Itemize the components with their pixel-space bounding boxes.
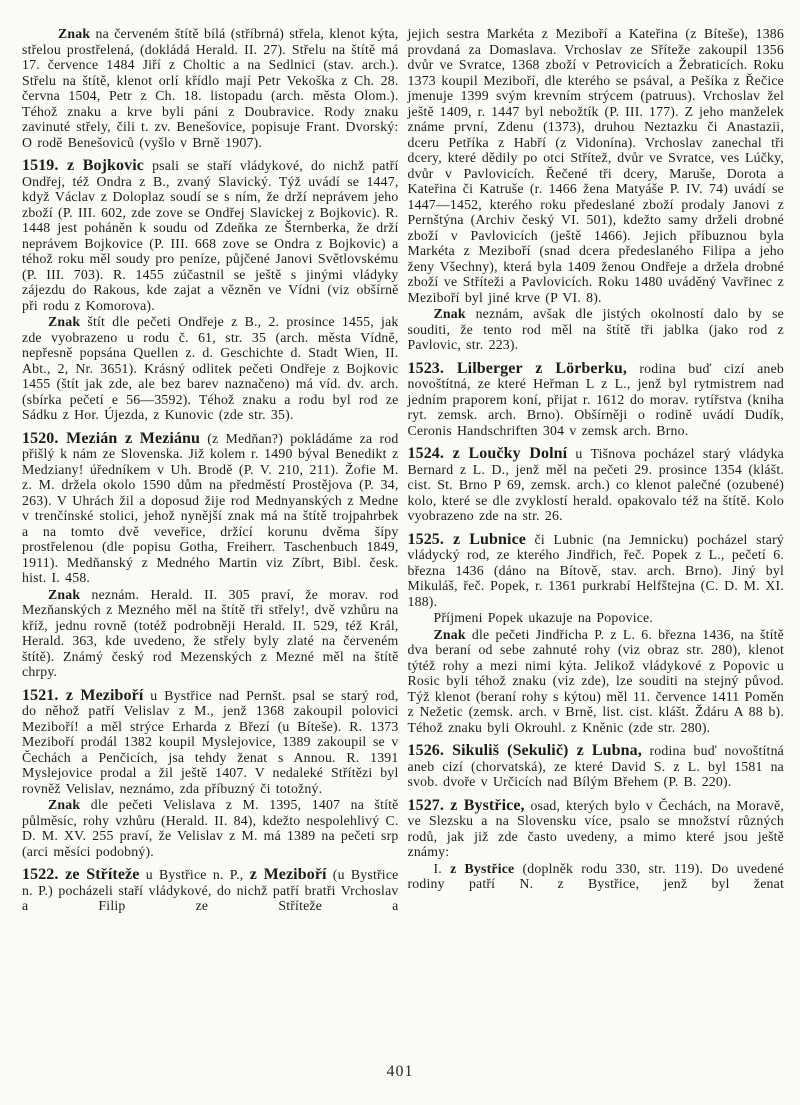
text-run: (z Medňan?) pokládáme za rod přišlý k nám ze Slovenska. Již kolem r. 1490 býval Benedikt z Medziany! úředníkem v Uh. Brodě (P. V. 210, 211). Žofie M. z. M. držela okolo 1590 dům na předměstí Prostějova (P. 34, 263). V Uhrách žil a doposud žije rod Mednyanských z Medne v trenčínské stolici, jehož nynější znak má na štítě trojpahrbek a na tomto dvě veveřice, držící korunu dvěma šípy prostřelenou (dle popisu Gotha, Freiherr. Taschenbuch 1849, 1911). Medňanský z Medného Martin viz Zíbrt, Bibl. česk. hist. I. 458.	[22, 430, 399, 585]
entry-1519-bojkovic	[22, 158, 399, 313]
entry-1526-sikulis	[408, 743, 785, 790]
right-column	[408, 26, 785, 914]
text-run: či Lubnic (na Jemnicku) pocházel starý vládycký rod, ze kterého Jindřich, řeč. Popek z L., pečetí 6. března 1436 (dáno na Bítově, stav. arch. Brno). Jiný byl Mikuláš, řeč. Popek, r. 1361 purkrabí Helfštejna (C. D. M. XI. 188).	[407, 531, 784, 609]
page-number: 401	[386, 1063, 414, 1080]
text-run: I.	[433, 860, 451, 876]
text-run: jejich sestra Markéta z Meziboří a Kateřina (z Bíteše), 1386 provdaná za Domaslava. Vrchoslav ze Sříteže zakoupil 1356 dvůr ve Svratce, 1368 zboží v Petrovicích a Žebraticích. Roku 1373 koupil Meziboří, dle kterého se psával, a Pešíka z Řečice jmenuje 1399 svým krevním strýcem (patruus). Vrchoslav žel ještě 1409, r. 1447 byl nebožtík (P. III. 177). Z jeho manželek známe první, Zdenu (1373), druhou Neztazku či Anastazii, dceru Petříka z Habří (z Vidonína). Vrchoslav zanechal tři dcery, které dědily po otci Střítež, dvůr ve Svratce, ves Lúčky, dvůr v Pavlovicích. Řečené tři dcery, Maruše, Dorota a Kateřina či Katruše (r. 1466 žena Matyáše P. IV. 74) uvádí se 1447—1452, kterého roku předeslané zboží prodaly Janovi z Pernštýna (Archiv český VI. 501), kdežto samy drželi drobné zboží v Pavlovicích (ještě 1466). Jejich příbuznou byla Markéta z Meziboří (snad dcera předeslaného Filipa a jeho ženy Všechny), která byla 1409 ženou Ondřeje a držela drobné zboží ve Stříteži a Pavlovicích. Roku 1480 uváděný Vavřinec z Meziboří byl jiné krve (P VI. 8).	[407, 26, 784, 305]
left-column	[22, 26, 399, 914]
bold-run: z Bystřice	[450, 860, 515, 876]
entry-heading: 1519. z Bojkovic	[22, 157, 144, 174]
entry-heading: 1523. Lilberger z Lörberku,	[407, 359, 627, 377]
entry-1524-loucky-dolni	[408, 446, 785, 524]
text-run: u Tišnova pocházel starý vládyka Bernard z L. D., jenž měl na pečeti 29. prosince 1354 (klášt. cist. St. Brno P 69, zemsk. arch.) co klenot palečné (ozubené) kolo, které se dle zvyklostí herald. opakovalo též na štítě. Kolo vyobrazeno zde na str. 26.	[407, 446, 784, 523]
entry-heading: z Meziboří	[249, 866, 327, 883]
text-run: u Bystřice nad Pernšt. psal se starý rod, do něhož patří Velislav z M., jenž 1368 zakoupil polovici Meziboří! a měl strýce Erharda z Březí (u Bíteše). R. 1373 Meziboří prodál 1382 koupil Myslejovice, 1389 zakoupil se v Čechách a Penčicích, jsa tehdy ženat s Annou. R. 1391 Myslejovice prodal a žil ještě 1407. V nedaleké Střítězi byl rovněž Velislav, neznámo, zda příbuzný či totožný.	[22, 687, 399, 796]
entry-heading: 1524. z Loučky Dolní	[407, 445, 568, 462]
znak-paragraph-1525	[408, 627, 785, 736]
znak-paragraph-1521	[22, 797, 399, 859]
text-run: osad, kterých bylo v Čechách, na Moravě, ve Slezsku a na Slovensku více, psalo se množství různých rodů, jak již zde často uvedeny, a mimo které jsou ještě známy:	[407, 797, 785, 859]
entry-heading: 1526. Sikuliš (Sekulič) z Lubna,	[407, 742, 642, 759]
bold-run: Znak	[433, 626, 466, 642]
text-run: Příjmeni Popek ukazuje na Popovice.	[433, 610, 654, 625]
bold-run: Znak	[48, 797, 81, 812]
text-run: neznám, avšak dle jistých okolností dalo by se souditi, že tento rod měl na štítě tři jablka (jako rod z Pavlovic, str. 223).	[407, 306, 784, 352]
text-run: rodina buď novoštítná aneb cizí (chorvatská), ze které David S. z L. byl 1581 na svob. dvoře v Určicích nad Bílým Břehem (P. B. 220).	[407, 743, 784, 789]
bold-run: Znak	[48, 314, 81, 329]
entry-heading: 1520. Mezián z Meziánu	[22, 429, 201, 447]
entry-1520-mezian	[22, 431, 399, 586]
entry-heading: 1521. z Meziboří	[22, 686, 144, 704]
bystrice-sub-entry-I	[408, 861, 785, 892]
prijmeni-note	[408, 610, 785, 626]
znak-paragraph-1519	[22, 314, 399, 423]
text-run: dle pečeti Jindřicha P. z L. 6. března 1436, na štítě dva beraní od sebe zahnuté rohy (viz obraz str. 280), klenot týtéž rohy a mezi nimi kýta. Jelikož vládykové z Popovic u Rosic byli téhož znaku (viz zde), lze souditi na stejný původ. Týž klenot (beraní rohy s kýtou) měl 11. července 1411 Poměn z Nežetic (zemsk. arch. v Brně, list. cist. klášt. Ždáru A 88 b). Téhož znaku byli Okrouhl. z Kněnic (zde str. 280).	[407, 626, 784, 735]
entry-heading: 1522. ze Stříteže	[22, 866, 140, 883]
znak-paragraph-1520	[22, 587, 399, 680]
bold-run: Znak	[48, 586, 81, 602]
text-run: štít dle pečeti Ondřeje z B., 2. prosince 1455, jak zde vyobrazeno u rodu č. 61, str. 35 (arch. města Vídně, nepřesně popsána Quellen z. d. Geschichte d. Stadt Wien, II. Abt., 2, Nr. 3651). Krásný odlitek pečeti Ondřeje z Bojkovic 1455 (štít jak zde, ale bez barev naznačeno) má víd. dv. arch. (sbírka pečetí e 56—3592). Téhož znaku a rodu byl rod ze Sádku z Hor. Újezda, z Kunovic (zde str. 35).	[22, 314, 399, 422]
entry-1527-bystrice	[408, 798, 785, 860]
entry-heading: 1525. z Lubnice	[407, 530, 526, 548]
text-run: u Bystřice n. P.,	[139, 867, 250, 882]
entry-1522-continuation	[408, 26, 785, 305]
bold-run: Znak	[58, 26, 91, 41]
entry-heading: 1527. z Bystřice,	[407, 796, 525, 814]
intro-znak-paragraph	[22, 26, 399, 150]
entry-1523-lilberger	[408, 361, 785, 439]
text-run: na červeném štítě bílá (stříbrná) střela, klenot kýta, střelou prostřelená, (dokládá Herald. II. 27). Střelu na štítě má 17. července 1484 Jiří z Choltic a na Sedlnici (stav. arch.). Střelu na štítě, klenot orlí křídlo mají Petr Vekoška z Ch. 28. června 1504, Petr z Ch. 18. listopadu (arch. města Olom.). Téhož znaku a krve byli páni z Doubravice. Rody znaku zavinuté střely, čili t. zv. Benešovice, popisuje Frant. Dvorský: O rodě Benešoviců (vyšlo v Brně 1907).	[22, 26, 399, 150]
text-run: dle pečeti Velislava z M. 1395, 1407 na štítě půlměsíc, rohy vzhůru (Herald. II. 84), kdežto nespolehlivý C. D. M. XV. 255 praví, že Velislav z M. má 1389 na pečeti srp (arci měsíci podobný).	[22, 797, 399, 859]
entry-1521-mezibori	[22, 688, 399, 797]
text-run: (doplněk rodu 330, str. 119). Do uvedené rodiny patří N. z Bystřice, jenž byl ženat	[407, 860, 784, 891]
entry-1525-lubnice	[408, 532, 785, 610]
entry-1522-striteze	[22, 867, 399, 914]
text-columns	[22, 26, 784, 914]
text-run: psali se staří vládykové, do nichž patří Ondřej, též Ondra z B., zvaný Slavický. Týž uvádí se 1447, když Václav z Doloplaz soudí se s ním, že drží neprávem jeho zboží (P. III. 602, zde zove se Ondřej Slavickej z Bojkovic). R. 1448 jest poháněn k soudu od Zdeňka ze Šternberka, že drží neprávem Bojkovice (P. III. 668 zove se Ondra z Bojkovic) a téhož roku měl soudy pro peníze, půjčené Janovi Světlovskému (P. III. 703). R. 1455 zúčastnil se ještě s jinými vládyky zájezdu do Rakous, kde zajat a vězněn ve Vídni (viz obšírně při rodu z Komorova).	[22, 158, 399, 313]
text-run: neznám. Herald. II. 305 praví, že morav. rod Mezňanských z Mezného měl na štítě tři střely!, dvě vzhůru na kříž, jednu rovně (totéž podrobněji Herald. II. 529, též Král, Herald. 363, kde uvedeno, že střely byly zlaté na červeném štítě). Známý český rod Mezenských z Mezné měl na štítě chrpy.	[22, 586, 399, 679]
text-run: rodina buď cizí aneb novoštítná, ze které Heřman L z L., jenž byl rytmistrem nad jedním praporem koní, přijat r. 1612 do morav. rytířstva (kniha ryt. zemsk. arch. Brno). Obšírněji o rodině uvádí Dudík, Ceronis Handschriften 304 v zemsk arch. Brno.	[407, 360, 784, 438]
znak-paragraph-1522	[408, 306, 785, 353]
text-run: (u Bystřice n. P.) pocházeli staří vládykové, do nichž patří bratři Vrchoslav a Filip ze Stříteže a	[22, 867, 399, 913]
bold-run: Znak	[433, 306, 466, 321]
